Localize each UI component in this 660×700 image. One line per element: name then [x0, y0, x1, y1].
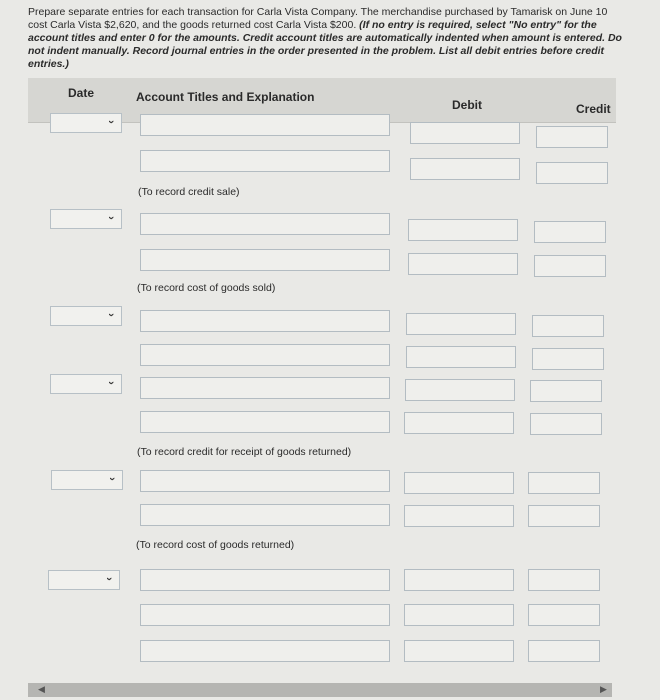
entry-3-account-3-input[interactable] — [140, 377, 390, 399]
entry-3-note: (To record credit for receipt of goods returned) — [137, 446, 352, 458]
chevron-down-icon: › — [106, 477, 119, 481]
entry-5-debit-3-input[interactable] — [404, 640, 514, 662]
entry-1-account-1-input[interactable] — [140, 114, 390, 136]
entry-1-credit-2-input[interactable] — [536, 162, 608, 184]
entry-3-credit-3-input[interactable] — [530, 380, 602, 402]
entry-2-note: (To record cost of goods sold) — [137, 282, 276, 294]
entry-1-debit-1-input[interactable] — [410, 122, 520, 144]
entry-3-credit-4-input[interactable] — [530, 413, 602, 435]
entry-1-note: (To record credit sale) — [138, 186, 240, 198]
entry-3-debit-1-input[interactable] — [406, 313, 516, 335]
scroll-right-arrow-icon[interactable]: ▶ — [600, 684, 607, 694]
entry-5-credit-3-input[interactable] — [528, 640, 600, 662]
entry-4-account-2-input[interactable] — [140, 504, 390, 526]
entry-1-credit-1-input[interactable] — [536, 126, 608, 148]
credit-column-header: Credit — [576, 102, 611, 116]
chevron-down-icon: › — [105, 216, 118, 220]
entry-2-date-select[interactable] — [50, 209, 122, 229]
entry-3-debit-3-input[interactable] — [405, 379, 515, 401]
entry-2-account-1-input[interactable] — [140, 213, 390, 235]
entry-2-debit-1-input[interactable] — [408, 219, 518, 241]
entry-5-account-1-input[interactable] — [140, 569, 390, 591]
entry-1-debit-2-input[interactable] — [410, 158, 520, 180]
entry-3-debit-2-input[interactable] — [406, 346, 516, 368]
entry-3-second-date-select[interactable] — [50, 374, 122, 394]
entry-2-credit-1-input[interactable] — [534, 221, 606, 243]
entry-2-debit-2-input[interactable] — [408, 253, 518, 275]
entry-4-date-select[interactable] — [51, 470, 123, 490]
entry-4-note: (To record cost of goods returned) — [136, 539, 295, 551]
entry-2-account-2-input[interactable] — [140, 249, 390, 271]
entry-4-debit-1-input[interactable] — [404, 472, 514, 494]
entry-3-credit-2-input[interactable] — [532, 348, 604, 370]
chevron-down-icon: › — [103, 577, 116, 581]
instructions-emphasis: (If no entry is required, select "No entry" for the account titles and enter 0 for the amounts. Credit account titles are automatically indented when amount is entered. Do not indent manually. Record journal entries in the order presented in the problem. List all debit entries before credit entries.) — [28, 19, 622, 70]
entry-3-account-1-input[interactable] — [140, 310, 390, 332]
entry-2-credit-2-input[interactable] — [534, 255, 606, 277]
scroll-left-arrow-icon[interactable]: ◀ — [38, 684, 45, 694]
instructions-text — [28, 6, 628, 71]
entry-3-account-4-input[interactable] — [140, 411, 390, 433]
entry-4-credit-2-input[interactable] — [528, 505, 600, 527]
entry-4-debit-2-input[interactable] — [404, 505, 514, 527]
entry-4-account-1-input[interactable] — [140, 470, 390, 492]
chevron-down-icon: › — [105, 120, 118, 124]
entry-5-debit-2-input[interactable] — [404, 604, 514, 626]
horizontal-scrollbar[interactable] — [28, 683, 612, 697]
entry-4-credit-1-input[interactable] — [528, 472, 600, 494]
entry-5-account-3-input[interactable] — [140, 640, 390, 662]
entry-5-credit-1-input[interactable] — [528, 569, 600, 591]
entry-5-debit-1-input[interactable] — [404, 569, 514, 591]
entry-5-account-2-input[interactable] — [140, 604, 390, 626]
entry-5-date-select[interactable] — [48, 570, 120, 590]
entry-3-debit-4-input[interactable] — [404, 412, 514, 434]
instructions-intro: Prepare separate entries for each transaction for Carla Vista Company. The merchandise purchased by Tamarisk on June 10 cost Carla Vista $2,620, and the goods returned cost Carla Vista $200. — [28, 6, 608, 31]
entry-3-account-2-input[interactable] — [140, 344, 390, 366]
account-column-header: Account Titles and Explanation — [136, 90, 315, 104]
entry-3-credit-1-input[interactable] — [532, 315, 604, 337]
chevron-down-icon: › — [105, 381, 118, 385]
entry-1-account-2-input[interactable] — [140, 150, 390, 172]
chevron-down-icon: › — [105, 313, 118, 317]
debit-column-header: Debit — [452, 98, 482, 112]
entry-5-credit-2-input[interactable] — [528, 604, 600, 626]
date-column-header: Date — [68, 86, 95, 100]
entry-1-date-select[interactable] — [50, 113, 122, 133]
entry-3-date-select[interactable] — [50, 306, 122, 326]
